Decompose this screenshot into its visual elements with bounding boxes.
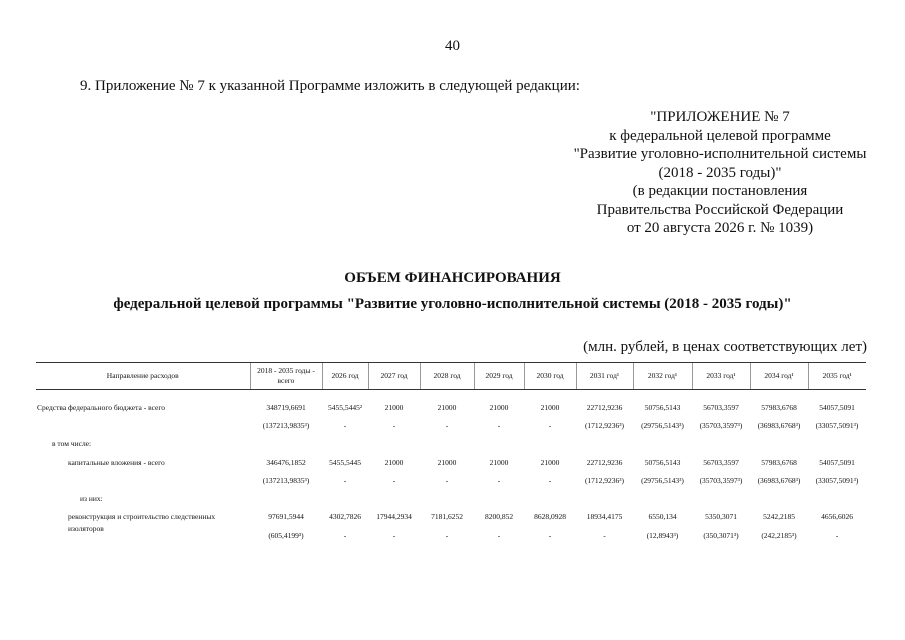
table-cell: 54057,5091: [819, 402, 855, 412]
appendix-line: "ПРИЛОЖЕНИЕ № 7: [650, 109, 790, 125]
table-cell: 57983,6768: [761, 402, 797, 412]
table-cell: (33057,5091³): [815, 420, 859, 430]
table-cell: -: [392, 420, 396, 430]
table-cell: (36983,6768³): [757, 475, 801, 485]
table-cell: 8200,852: [484, 512, 514, 522]
table-cell: (242,2185³): [761, 530, 797, 540]
table-cell: -: [445, 420, 449, 430]
table-cell: (35703,3597³): [699, 420, 743, 430]
table-cell: 21000: [384, 457, 404, 467]
table-row: [36, 435, 866, 453]
table-cell: -: [392, 530, 396, 540]
table-cell: (29756,5143³): [641, 420, 684, 430]
table-cell: 21000: [540, 402, 560, 412]
table-cell: (1712,9236³): [584, 420, 625, 430]
table-cell: (12,8943³): [646, 530, 679, 540]
table-cell: (605,4199³): [268, 530, 304, 540]
table-cell: 5455,5445: [329, 457, 361, 467]
table-cell: 4302,7826: [329, 512, 361, 522]
table-cell: 21000: [384, 402, 404, 412]
table-cell: 22712,9236: [586, 457, 623, 467]
table-cell: (1712,9236³): [584, 475, 625, 485]
table-row: [36, 508, 866, 526]
table-cell: -: [497, 420, 501, 430]
table-cell: 6550,134: [648, 512, 677, 522]
table-cell: -: [548, 420, 552, 430]
table-cell: (35703,3597³): [699, 475, 743, 485]
table-cell: 21000: [437, 457, 457, 467]
table-cell: -: [392, 475, 396, 485]
row-label: в том числе:: [52, 439, 92, 449]
table-cell: -: [343, 475, 347, 485]
table-cell: 4656,6026: [821, 512, 853, 522]
table-cell: -: [445, 530, 449, 540]
table-cell: 21000: [437, 402, 457, 412]
row-label: реконструкция и строительство следственных изоляторов: [68, 511, 216, 533]
column-header: 2027 год: [368, 363, 420, 390]
table-cell: 5350,3071: [705, 512, 737, 522]
row-label: капитальные вложения - всего: [68, 457, 165, 467]
table-cell: -: [497, 530, 501, 540]
table-row: [36, 398, 866, 416]
table-cell: 57983,6768: [761, 457, 797, 467]
column-header: 2029 год: [474, 363, 524, 390]
column-header: 2030 год: [524, 363, 576, 390]
table-cell: -: [497, 475, 501, 485]
table-cell: 21000: [540, 457, 560, 467]
appendix-line: (в редакции постановления: [632, 183, 808, 199]
column-header: 2026 год: [322, 363, 368, 390]
table-header-row: [36, 363, 866, 390]
table-cell: 18934,4175: [586, 512, 623, 522]
table-row: [36, 489, 866, 507]
document-subtitle: федеральной целевой программы "Развитие уголовно-исполнительной системы (2018 - 2035 годы)": [113, 296, 792, 312]
table-cell: 54057,5091: [819, 457, 855, 467]
table-row: [36, 453, 866, 471]
table-cell: 17944,2934: [376, 512, 412, 522]
table-cell: 8628,0928: [534, 512, 566, 522]
table-cell: -: [548, 530, 552, 540]
units-note: (млн. рублей, в ценах соответствующих лет): [583, 339, 867, 355]
column-header: 2028 год: [420, 363, 474, 390]
table-cell: (36983,6768³): [757, 420, 801, 430]
intro-paragraph: 9. Приложение № 7 к указанной Программе изложить в следующей редакции:: [80, 78, 580, 94]
table-cell: -: [445, 475, 449, 485]
appendix-line: к федеральной целевой программе: [609, 127, 831, 144]
appendix-line: (2018 - 2035 годы)": [658, 164, 782, 181]
column-header: 2034 год¹: [750, 363, 808, 390]
column-header: 2035 год¹: [808, 363, 866, 390]
table-cell: 5242,2185: [763, 512, 795, 522]
page-number: 40: [445, 38, 460, 54]
table-cell: (137213,9835³): [262, 475, 310, 485]
appendix-line: от 20 августа 2026 г. № 1039): [626, 220, 814, 236]
column-header: 2033 год¹: [692, 363, 750, 390]
table-cell: -: [548, 475, 552, 485]
table-cell: (29756,5143³): [641, 475, 684, 485]
table-cell: 348719,6691: [266, 402, 306, 412]
table-cell: 50756,5143: [644, 457, 681, 467]
table-row: [36, 471, 866, 489]
appendix-line: Правительства Российской Федерации: [596, 201, 844, 218]
table-cell: 21000: [489, 457, 509, 467]
table-cell: 21000: [489, 402, 509, 412]
table-cell: 50756,5143: [644, 402, 681, 412]
column-header: Направление расходов: [36, 363, 250, 390]
table-cell: 97691,5944: [268, 512, 304, 522]
row-label: Средства федерального бюджета - всего: [37, 402, 165, 412]
financing-table: [36, 362, 866, 544]
table-cell: (33057,5091³): [815, 475, 859, 485]
table-row: [36, 416, 866, 434]
table-cell: -: [835, 530, 839, 540]
table-cell: -: [343, 530, 347, 540]
column-header: 2032 год¹: [633, 363, 692, 390]
table-cell: 5455,5445²: [327, 402, 363, 412]
table-cell: 56703,3597: [703, 457, 739, 467]
table-cell: -: [343, 420, 347, 430]
table-cell: 22712,9236: [586, 402, 623, 412]
table-cell: 56703,3597: [703, 402, 739, 412]
appendix-line: "Развитие уголовно-исполнительной системы: [573, 146, 867, 162]
table-cell: 7181,6252: [431, 512, 463, 522]
table-cell: 346476,1852: [266, 457, 306, 467]
table-cell: (350,3071³): [703, 530, 739, 540]
table-cell: (137213,9835³): [262, 420, 310, 430]
table-cell: -: [603, 530, 606, 540]
column-header: 2018 - 2035 годы - всего: [250, 363, 322, 390]
document-title: ОБЪЕМ ФИНАНСИРОВАНИЯ: [344, 270, 561, 286]
appendix-block: [560, 108, 880, 238]
row-label: из них:: [80, 494, 103, 504]
column-header: 2031 год¹: [576, 363, 633, 390]
